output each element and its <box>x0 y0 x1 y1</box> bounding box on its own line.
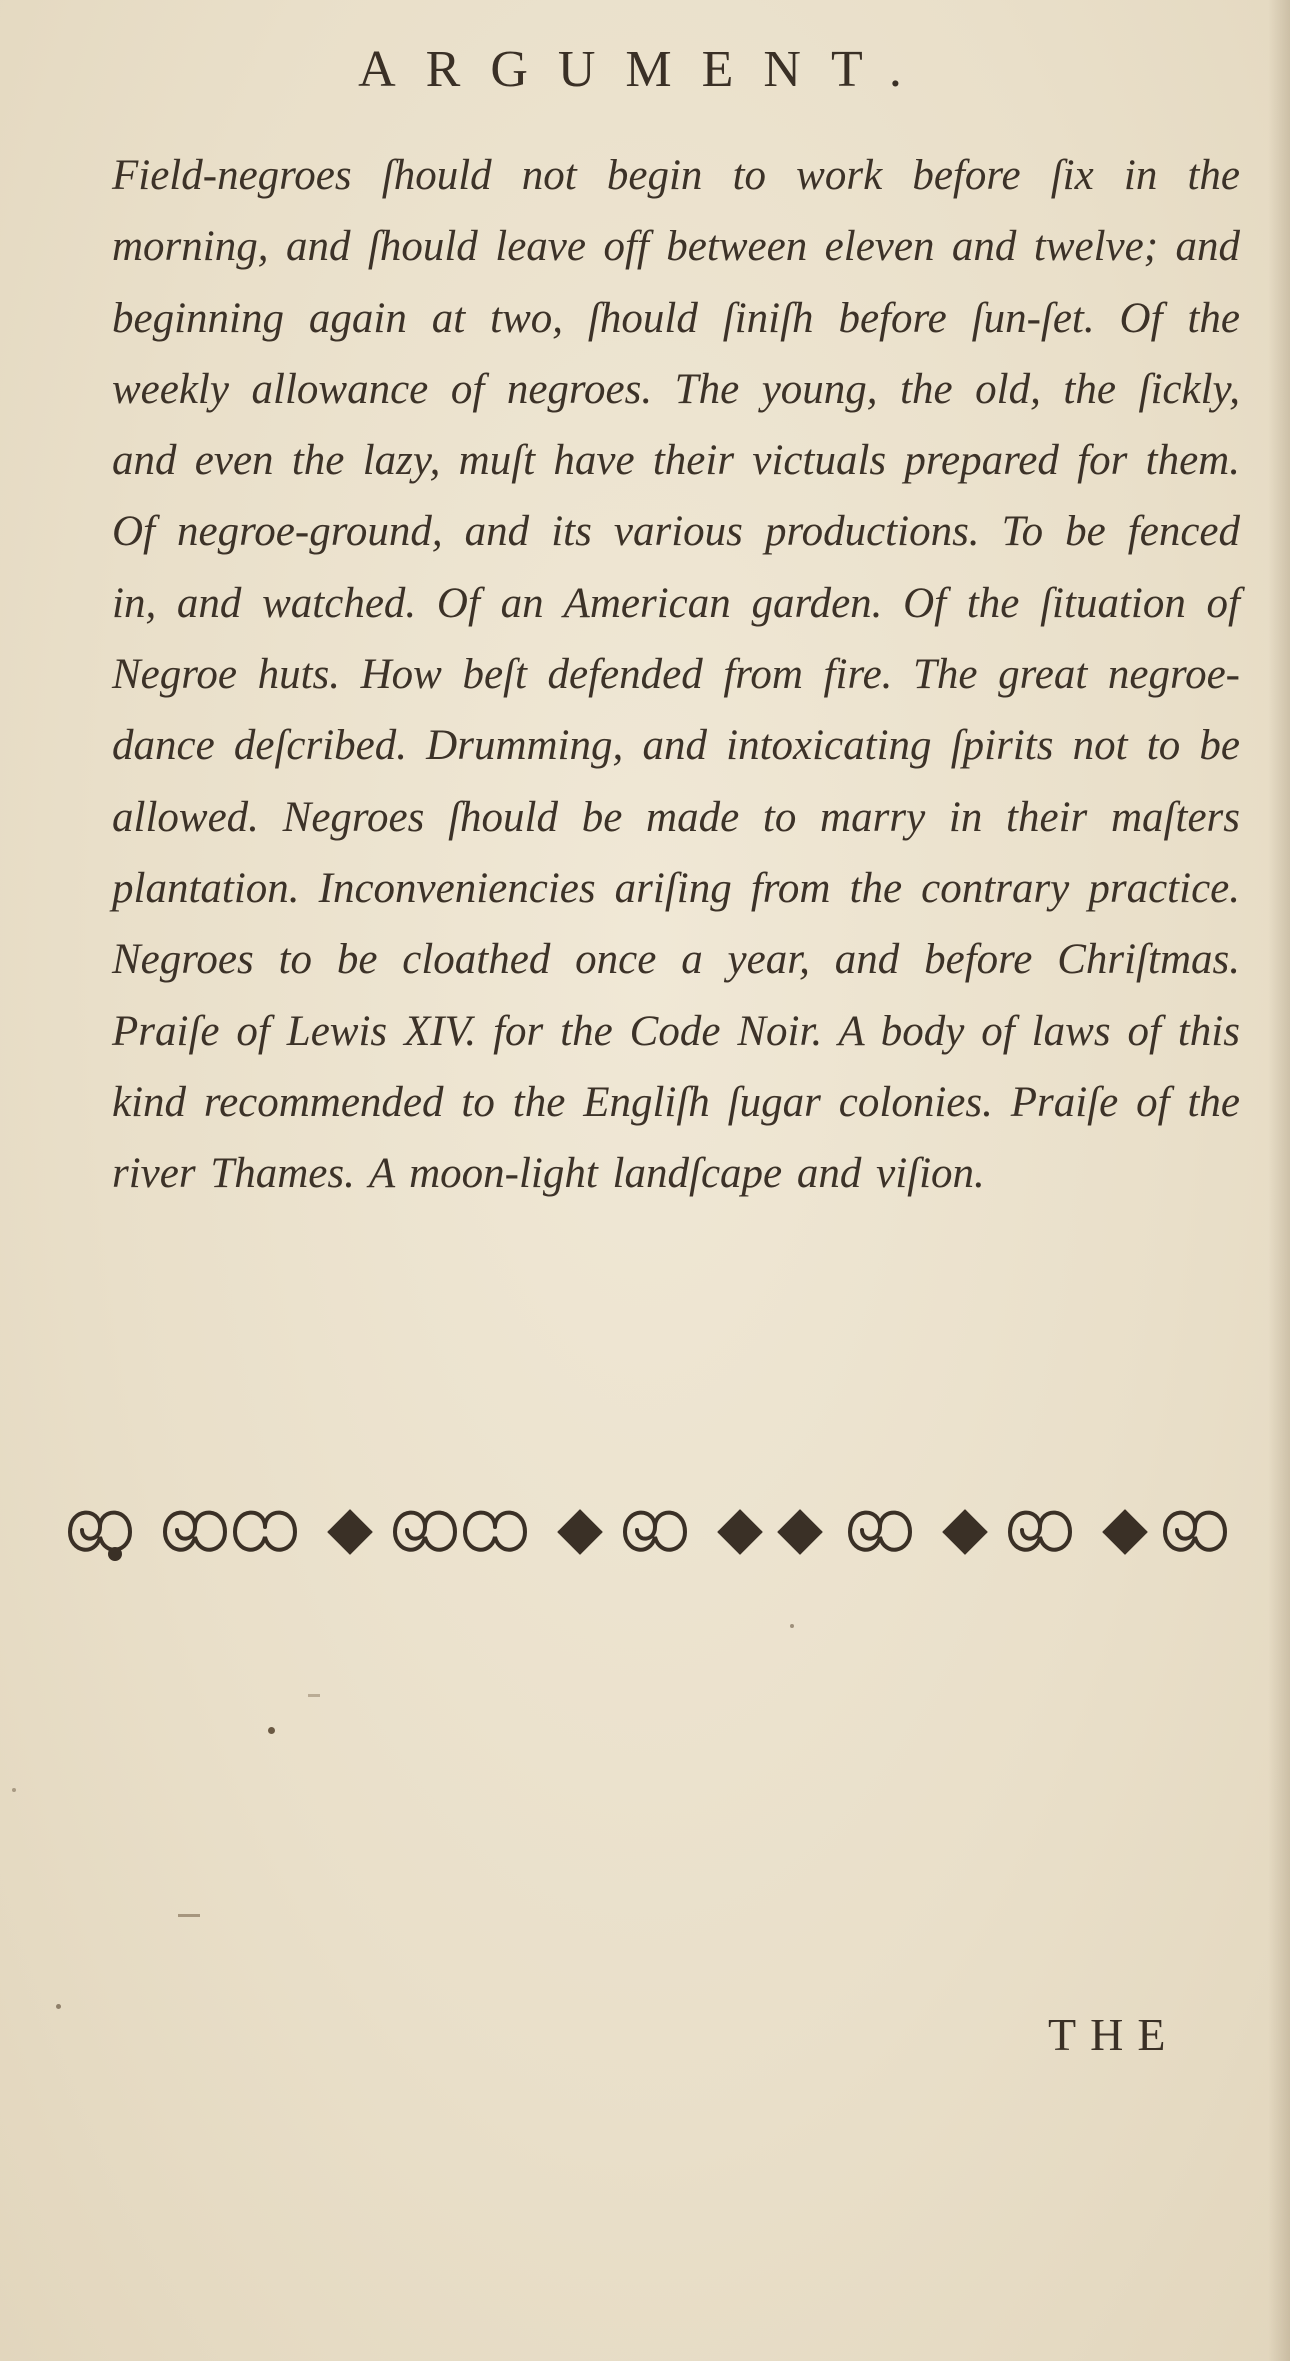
printers-ornament-band-icon <box>60 1492 1240 1572</box>
argument-text: Field-negroes ſhould not begin to work before ſix in the morning, and ſhould leave off between eleven and twelve; and beginning again at two, ſhould ſiniſh before ſun-ſet. Of the weekly allowance of negroes. The young, the old, the ſickly, and even the lazy, muſt have their victuals prepared for them. Of negroe-ground, and its various productions. To be fenced in, and watched. Of an American garden. Of the ſituation of Negroe huts. How beſt defended from fire. The great negroe-dance deſcribed. Drumming, and intoxicating ſpirits not to be allowed. Negroes ſhould be made to marry in their maſters plantation. Inconveniencies ariſing from the contrary practice. Negroes to be cloathed once a year, and before Chriſtmas. Praiſe of Lewis XIV. for the Code Noir. A body of laws of this kind recommended to the Engliſh ſugar colonies. Praiſe of the river Thames. A moon-light landſcape and viſion. <box>112 152 1240 1198</box>
paper-speck <box>790 1624 794 1628</box>
paper-mark <box>308 1694 320 1697</box>
page-edge-shadow <box>1268 0 1290 2361</box>
running-head: ARGUMENT. <box>358 41 932 98</box>
catchword: THE <box>1048 2009 1180 2060</box>
paper-speck <box>56 2004 61 2009</box>
paper-mark <box>178 1914 200 1917</box>
paper-speck <box>268 1727 275 1734</box>
paper-speck <box>12 1788 16 1792</box>
